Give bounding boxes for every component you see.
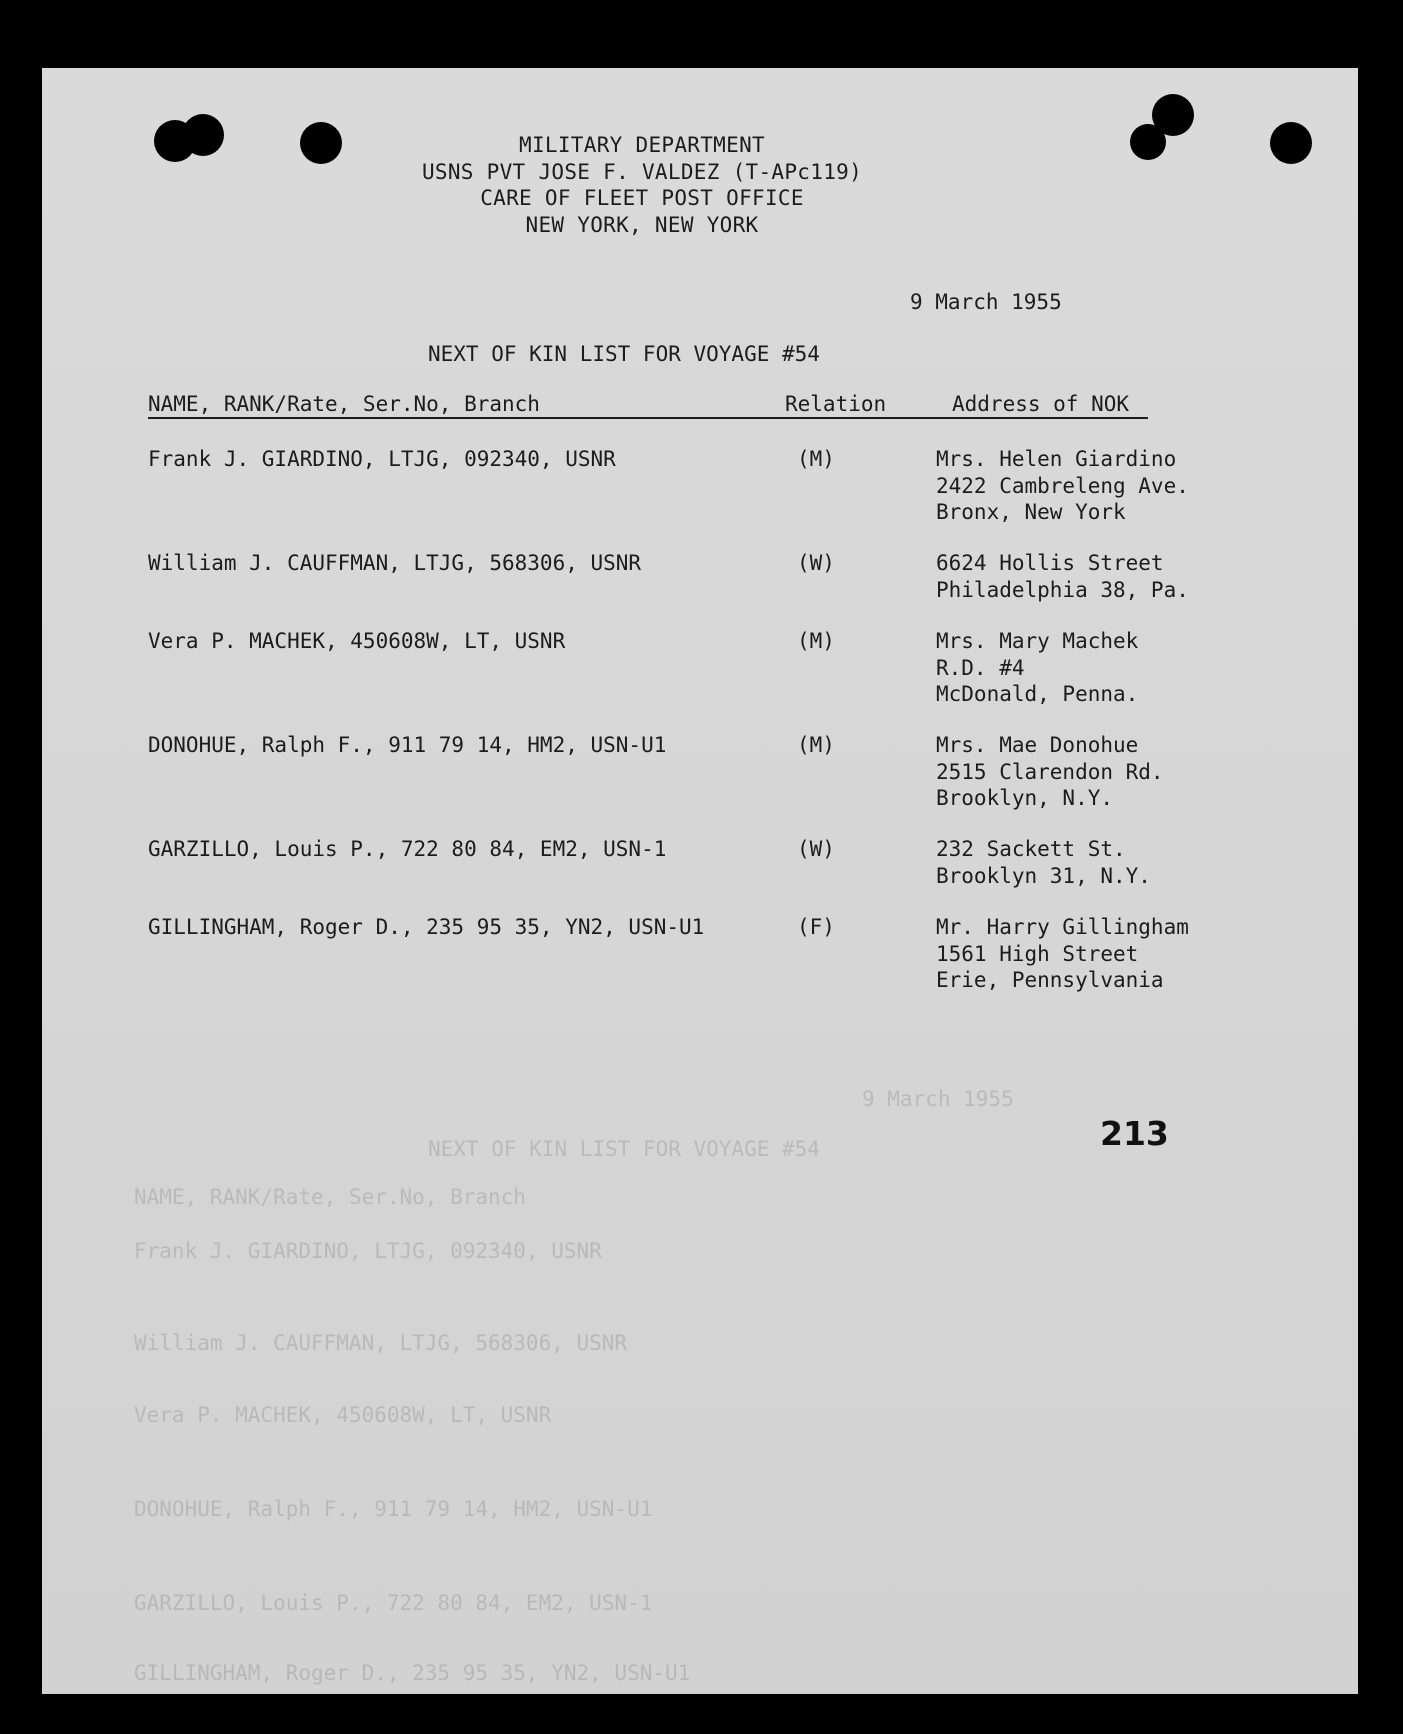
address-line: Mrs. Mae Donohue	[936, 733, 1139, 757]
entry-name: William J. CAUFFMAN, LTJG, 568306, USNR	[148, 551, 642, 575]
address-line: 6624 Hollis Street	[936, 551, 1164, 575]
address-line: Erie, Pennsylvania	[936, 968, 1164, 992]
address-line: Mrs. Helen Giardino	[936, 447, 1177, 471]
address-line: 1561 High Street	[936, 941, 1139, 966]
ghost-entry: Frank J. GIARDINO, LTJG, 092340, USNR	[134, 1239, 602, 1263]
document-title: NEXT OF KIN LIST FOR VOYAGE #54	[428, 342, 820, 366]
column-header-name: NAME, RANK/Rate, Ser.No, Branch	[148, 392, 540, 416]
address-line: Brooklyn, N.Y.	[936, 786, 1114, 810]
entry-name: DONOHUE, Ralph F., 911 79 14, HM2, USN-U1	[148, 733, 667, 757]
entry-relation: (F)	[797, 915, 835, 939]
entry-name: Frank J. GIARDINO, LTJG, 092340, USNR	[148, 447, 616, 471]
address-line: Brooklyn 31, N.Y.	[936, 863, 1151, 888]
entry-relation: (W)	[797, 837, 835, 861]
entry-address	[936, 836, 1266, 889]
address-line: 2422 Cambreleng Ave.	[936, 473, 1189, 498]
address-line: 2515 Clarendon Rd.	[936, 759, 1164, 784]
document-page	[42, 68, 1358, 1694]
address-line: R.D. #4	[936, 655, 1025, 680]
letterhead-line: CARE OF FLEET POST OFFICE	[480, 186, 804, 210]
entry-address	[936, 446, 1266, 526]
ghost-entry: GILLINGHAM, Roger D., 235 95 35, YN2, USN-U1	[134, 1661, 691, 1685]
letterhead-line: MILITARY DEPARTMENT	[519, 133, 765, 157]
letterhead-line: USNS PVT JOSE F. VALDEZ (T-APc119)	[421, 159, 863, 184]
column-header-address: Address of NOK	[952, 392, 1130, 416]
punch-hole	[1270, 122, 1312, 164]
ghost-date: 9 March 1955	[862, 1087, 1014, 1111]
column-header-relation: Relation	[785, 392, 887, 416]
entry-relation: (W)	[797, 551, 835, 575]
address-line: McDonald, Penna.	[936, 682, 1139, 706]
entry-address	[936, 628, 1266, 708]
address-line: 232 Sackett St.	[936, 837, 1126, 861]
ghost-entry: William J. CAUFFMAN, LTJG, 568306, USNR	[134, 1331, 628, 1355]
entry-relation: (M)	[797, 733, 835, 757]
ghost-title: NEXT OF KIN LIST FOR VOYAGE #54	[428, 1137, 820, 1161]
page-number: 213	[1100, 1114, 1169, 1153]
entry-name: Vera P. MACHEK, 450608W, LT, USNR	[148, 629, 566, 653]
ghost-entry: DONOHUE, Ralph F., 911 79 14, HM2, USN-U1	[134, 1497, 653, 1521]
entry-relation: (M)	[797, 447, 835, 471]
entry-address	[936, 550, 1266, 603]
address-line: Mr. Harry Gillingham	[936, 915, 1189, 939]
address-line: Bronx, New York	[936, 500, 1126, 524]
bleed-through-ghost	[42, 948, 1358, 1694]
address-line: Philadelphia 38, Pa.	[936, 577, 1189, 602]
ghost-entry: Vera P. MACHEK, 450608W, LT, USNR	[134, 1403, 552, 1427]
document-date: 9 March 1955	[910, 290, 1062, 314]
address-line: Mrs. Mary Machek	[936, 629, 1139, 653]
letterhead	[42, 132, 1242, 238]
entry-name: GILLINGHAM, Roger D., 235 95 35, YN2, USN-U1	[148, 915, 705, 939]
header-underline	[148, 417, 1148, 419]
entry-relation: (M)	[797, 629, 835, 653]
ghost-entry: GARZILLO, Louis P., 722 80 84, EM2, USN-1	[134, 1591, 653, 1615]
entry-name: GARZILLO, Louis P., 722 80 84, EM2, USN-1	[148, 837, 667, 861]
ghost-header: NAME, RANK/Rate, Ser.No, Branch	[134, 1185, 526, 1209]
letterhead-line: NEW YORK, NEW YORK	[525, 212, 759, 237]
entry-address	[936, 732, 1266, 812]
